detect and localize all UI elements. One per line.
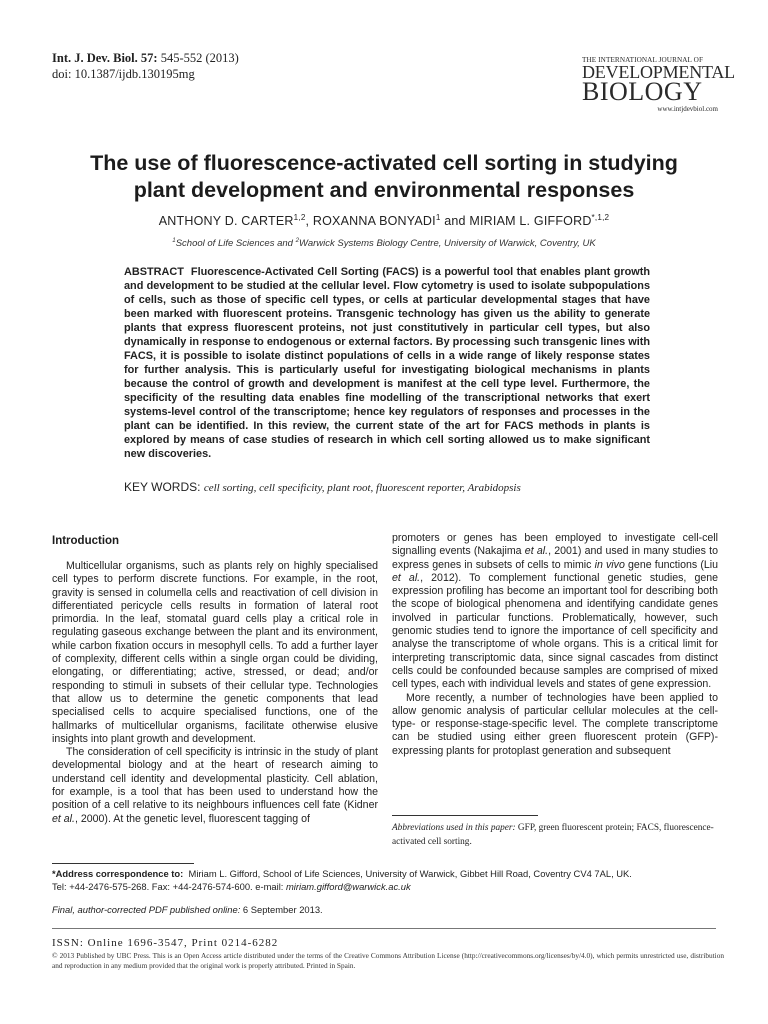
author-3-sup: *,1,2 xyxy=(591,212,610,222)
p2-etal: et al. xyxy=(52,812,75,825)
r1-text-c: gene functions (Liu xyxy=(624,558,719,571)
final-label: Final, author-corrected PDF published online: xyxy=(52,904,241,915)
r1-text-a: promoters or genes has been employed to investigate cell-cell signalling events (Nakajima xyxy=(392,532,718,558)
volume: 57: xyxy=(140,51,158,65)
affil-inst-2: Warwick Systems Biology Centre, University of Warwick, Coventry, UK xyxy=(299,238,596,249)
right-paragraph-2: More recently, a number of technologies have been applied to allow genomic analysis of particular cellular molecules at the cell-type- or response-stage-specific level. The complete transcriptome can be studied using either green fluorescent protein (GFP)-expressing plants for protoplast generation and subsequent xyxy=(392,691,718,757)
author-2: ROXANNA BONYADI xyxy=(312,214,436,228)
logo-top-text: THE INTERNATIONAL JOURNAL OF xyxy=(582,56,704,64)
journal-abbrev: Int. J. Dev. Biol. xyxy=(52,51,138,65)
r1-etal-1: et al. xyxy=(524,545,549,558)
intro-paragraph-2 xyxy=(52,746,378,826)
article-title xyxy=(40,150,728,204)
final-date: 6 September 2013. xyxy=(240,904,323,915)
correspondence-line-2 xyxy=(52,881,732,894)
logo-biology: BIOLOGY xyxy=(582,77,703,106)
correspondence-block xyxy=(52,868,732,893)
abbreviations-rule xyxy=(392,815,538,816)
citation-line xyxy=(52,50,239,66)
author-2-sup: 1 xyxy=(435,212,441,222)
pages-year: 545-552 (2013) xyxy=(160,51,239,65)
logo-url: www.intjdevbiol.com xyxy=(657,105,718,113)
author-list: ANTHONY D. CARTER$^{1,2}$, ROXANNA BONYADI$^1$ and MIRIAM L. $GIFFORD^{*,1,2}$ xyxy=(158,212,610,228)
right-paragraph-1 xyxy=(392,532,718,692)
author-1: ANTHONY D. CARTER xyxy=(158,214,294,228)
correspondence-phone: Tel: +44-2476-575-268. Fax: +44-2476-574-600. e-mail: xyxy=(52,880,286,892)
title-line-2: plant development and environmental responses xyxy=(133,178,635,202)
intro-paragraph-1: Multicellular organisms, such as plants rely on highly specialised cell types to perform discrete functions. For example, in the root, gravity is sensed in columella cells and reactivation of cell division in differentiated pericycle cells results in formation of lateral root primordia. In the leaf, stomatal guard cells play a critical role in regulating gaseous exchange between the plant and its environment, while carbon fixation occurs in mesophyll cells. To add a further layer of complexity, different cells within a single organ could be dividing, elongating, or differentiating; active, stressed, or dead; and/or responding to stimuli in subsets of their cellular type. Technologies that allow us to determine the genetic components that lead specialised cells to acquire specialised functions, one of the hallmarks of multicellular organisms, facilitate otherwise elusive insights into plant growth and development. xyxy=(52,560,378,745)
license-text: © 2013 Published by UBC Press. This is an Open Access article distributed under the terms of the Creative Commons Attribution License (http://creativecommons.org/licenses/by/4.0), which permits unrestricted use, distribution and reproduction in any medium provided that the original work is properly attributed. Printed in Spain. xyxy=(52,951,724,970)
abstract-label: ABSTRACT xyxy=(124,266,184,278)
right-column xyxy=(392,532,718,758)
r1-etal-2: et al. xyxy=(392,571,421,584)
correspondence-line-1 xyxy=(52,868,732,881)
keywords-label: KEY WORDS: xyxy=(124,480,201,494)
p2-text-b: , 2000). At the genetic level, fluorescent tagging of xyxy=(74,812,310,825)
r1-text-b: , 2001) and used in many studies to express genes in subsets of cells to mimic xyxy=(392,545,718,571)
affil-inst-1: School of Life Sciences and xyxy=(175,238,296,249)
issn: ISSN: Online 1696-3547, Print 0214-6282 xyxy=(52,937,279,949)
correspondence-rule xyxy=(52,863,194,864)
journal-logo xyxy=(582,56,735,113)
r1-text-d: , 2012). To complement functional genetic studies, gene expression profiling has become an important tool for describing both the scope of biological phenomena and identifying candidate genes involved in particular functions. Problematically, however, such genomic studies tend to ignore the importance of cell specificity and analyse the transcriptome of whole organs. This is a critical limit for interpreting transcriptomic data, since signal cascades from distinct cells could be confounded because samples are comprised of mixed cell types, each with individual levels and states of gene expression. xyxy=(392,571,719,691)
author-and: and xyxy=(444,214,466,228)
author-1-sup: 1,2 xyxy=(293,212,306,222)
section-heading-introduction: Introduction xyxy=(52,535,120,547)
affil-sup-1: 1 xyxy=(172,236,176,244)
author-3: MIRIAM L. GIFFORD xyxy=(469,214,592,228)
title-line-1: The use of fluorescence-activated cell sorting in studying xyxy=(90,151,678,175)
abstract xyxy=(124,265,650,461)
footer-rule xyxy=(52,928,716,929)
abbreviations-footnote xyxy=(392,822,722,849)
keywords xyxy=(124,480,684,494)
correspondence-email: miriam.gifford@warwick.ac.uk xyxy=(286,880,411,892)
affiliations xyxy=(40,238,728,249)
published-online-note xyxy=(52,904,323,915)
p2-text-a: The consideration of cell specificity is intrinsic in the study of plant developmental biology and at the heart of research aiming to understand cell identity and developmental plasticity. Cell ablation, for example, is a tool that has been used to understand how the position of a cell relative to its neighbours influences cell fate (Kidner xyxy=(52,746,378,812)
logo-developmental: DEVELOPMENTAL xyxy=(582,62,735,82)
doi: doi: 10.1387/ijdb.130195mg xyxy=(52,67,195,81)
left-column xyxy=(52,560,378,826)
abbreviations-text: GFP, green fluorescent protein; FACS, fluorescence-activated cell sorting. xyxy=(392,823,714,847)
keywords-list: cell sorting, cell specificity, plant root, fluorescent reporter, Arabidopsis xyxy=(203,482,521,494)
affil-sup-2: 2 xyxy=(295,236,300,244)
abbreviations-label: Abbreviations used in this paper: xyxy=(392,823,516,833)
abstract-text: Fluorescence-Activated Cell Sorting (FACS) is a powerful tool that enables plant growth and development to be studied at the cellular level. Flow cytometry is used to isolate subpopulations of cells, such as those of specific cell types, or cells at particular developmental stages that have been marked with fluorescent proteins. Transgenic technology has given us the ability to generate plants that express fluorescent proteins, not just constitutively in particular cell types, but also dynamically in response to endogenous or external factors. By processing such transgenic lines with FACS, it is possible to isolate distinct populations of cells in a wide range of likely response states for further analysis. This is particularly useful for investigating biological mechanisms in plants because the control of growth and development is manifest at the cell type level. Furthermore, the specificity of the resulting data enables fine modelling of the transcriptional networks that exert systems-level control of the transcriptome; hence key regulators of responses and processes in the plant can be identified. In this review, the current state of the art for FACS methods in plants is explored by means of case studies of research in which cell sorting allowed us to make significant new discoveries. xyxy=(124,266,650,460)
correspondence-address: Miriam L. Gifford, School of Life Sciences, University of Warwick, Gibbet Hill Road, Coventry CV4 7AL, UK. xyxy=(188,868,632,879)
correspondence-label: *Address correspondence to: xyxy=(52,868,184,879)
journal-reference xyxy=(52,50,239,82)
r1-in-vivo: in vivo xyxy=(594,558,625,571)
